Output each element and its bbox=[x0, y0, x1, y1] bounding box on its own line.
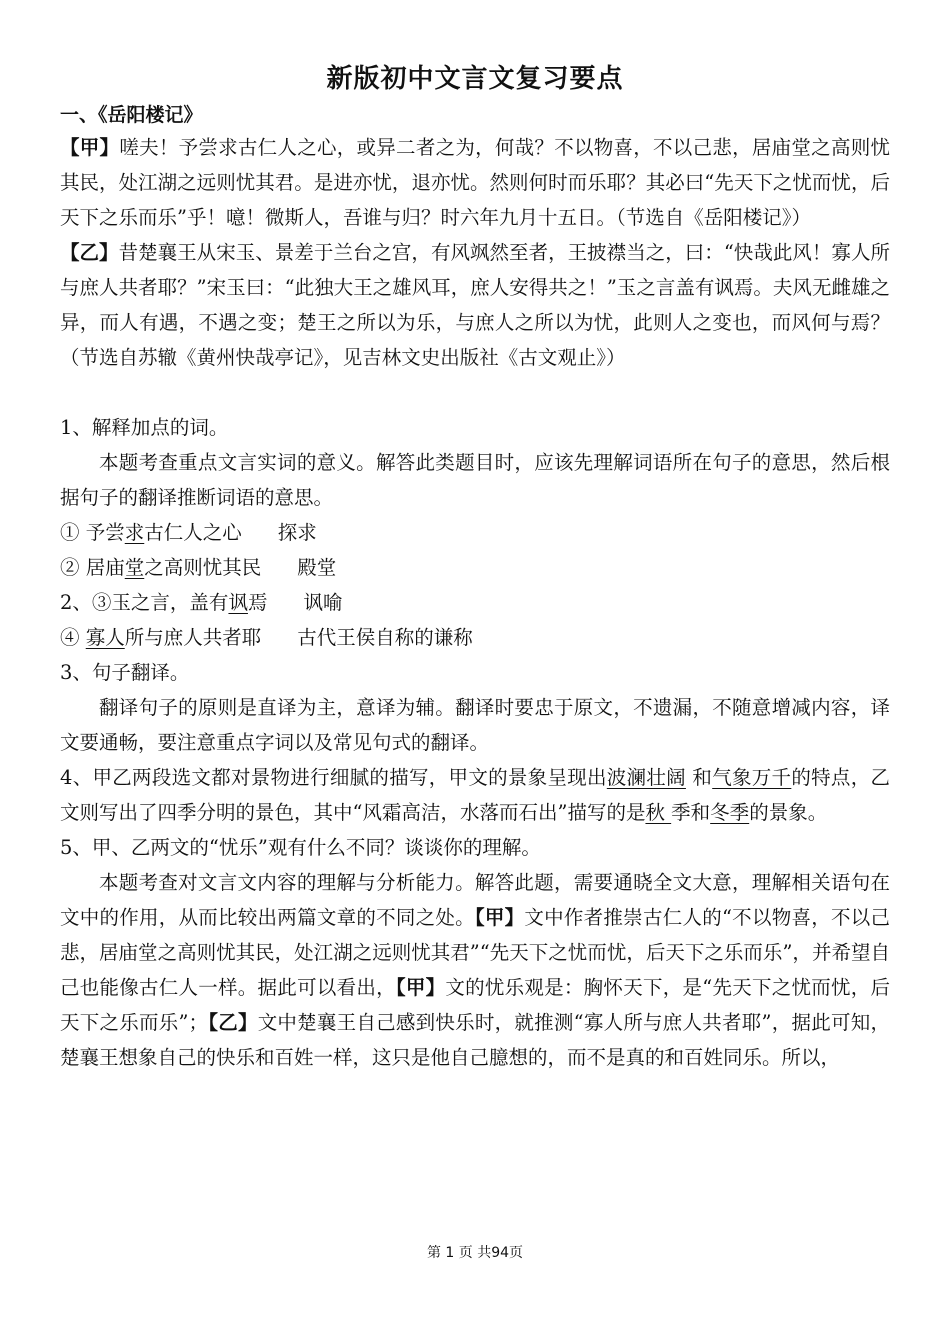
item-number: 2、③ bbox=[60, 591, 112, 614]
item-text-pre: 玉之言，盖有 bbox=[111, 591, 229, 614]
q1-item-4 bbox=[60, 620, 890, 655]
document-body bbox=[60, 130, 890, 1075]
q5-explanation bbox=[60, 865, 890, 1075]
item-text-post: 之高则忧其民 bbox=[144, 556, 262, 579]
q4-text-3: 的特点，乙文则写出了四季分明的景色，其中“风霜高洁，水落而石出”描写的是 bbox=[60, 766, 890, 824]
q5-marker-b: 【乙】 bbox=[207, 1011, 258, 1034]
q1-item-2 bbox=[60, 550, 890, 585]
item-text-post: 所与庶人共者耶 bbox=[124, 626, 262, 649]
q1-heading: 1、解释加点的词。 bbox=[60, 416, 229, 439]
passage-b bbox=[60, 235, 890, 375]
q5-marker-a2: 【甲】 bbox=[395, 976, 446, 999]
item-target-word: 堂 bbox=[124, 556, 145, 579]
item-number: ② bbox=[60, 556, 80, 579]
q3-explanation: 翻译句子的原则是直译为主，意译为辅。翻译时要忠于原文，不遗漏，不随意增减内容，译文要通畅，要注意重点字词以及常见句式的翻译。 bbox=[60, 696, 890, 754]
q5-text-3: 文的忧乐观是：胸怀天下，是“先天下之忧而忧，后天下之乐而乐”； bbox=[60, 976, 890, 1034]
page-footer: 第 1 页 共94页 bbox=[426, 1245, 524, 1261]
item-target-word: 讽 bbox=[228, 591, 248, 614]
q4-text-1: 4、甲乙两段选文都对景物进行细腻的描写，甲文的景象呈现出 bbox=[60, 766, 607, 789]
item-answer: 古代王侯自称的谦称 bbox=[297, 626, 473, 649]
section-heading: 一、《岳阳楼记》 bbox=[60, 104, 203, 126]
q5-text-4: 文中楚襄王自己感到快乐时，就推测“寡人所与庶人共者耶”，据此可知，楚襄王想象自己的快乐和百姓一样，这只是他自己臆想的，而不是真的和百姓同乐。所以， bbox=[60, 1011, 890, 1069]
item-answer: 殿堂 bbox=[297, 556, 337, 579]
q4-answer-3: 秋 bbox=[645, 801, 672, 824]
item-text-pre: 居庙 bbox=[85, 556, 125, 579]
passage-a-marker: 【甲】 bbox=[60, 136, 120, 159]
q4-answer-1: 波澜壮阔 bbox=[606, 766, 686, 789]
q1-explanation: 本题考查重点文言实词的意义。解答此类题目时，应该先理解词语所在句子的意思，然后根据句子的翻译推断词语的意思。 bbox=[60, 451, 890, 509]
passage-b-marker: 【乙】 bbox=[60, 241, 119, 264]
q4-answer-2: 气象万千 bbox=[712, 766, 792, 789]
q3-heading: 3、句子翻译。 bbox=[60, 661, 190, 684]
q5-heading: 5、甲、乙两文的“忧乐”观有什么不同？谈谈你的理解。 bbox=[60, 836, 541, 859]
item-target-word: 寡人 bbox=[85, 626, 125, 649]
q4-text-5: 的景象。 bbox=[749, 801, 828, 824]
passage-a-text: 嗟夫！予尝求古仁人之心，或异二者之为，何哉？不以物喜，不以己悲，居庙堂之高则忧其民，处江湖之远则忧其君。是进亦忧，退亦忧。然则何时而乐耶？其必曰“先天下之忧而忧，后天下之乐而乐”乎！噫！微斯人，吾谁与归？时六年九月十五日。（节选自《岳阳楼记》） bbox=[60, 136, 890, 229]
q5-text-2: 文中作者推崇古仁人的“不以物喜，不以己悲，居庙堂之高则忧其民，处江湖之远则忧其君”“先天下之忧而忧，后天下之乐而乐”，并希望自己也能像古仁人一样。据此可以看出， bbox=[60, 906, 890, 999]
q4-text-4: 季和 bbox=[671, 801, 711, 824]
blank-line bbox=[60, 375, 890, 410]
q4-answer-4: 冬季 bbox=[710, 801, 750, 824]
item-number: ④ bbox=[60, 626, 80, 649]
item-answer: 讽喻 bbox=[303, 591, 343, 614]
q1-item-1 bbox=[60, 515, 890, 550]
passage-b-text: 昔楚襄王从宋玉、景差于兰台之宫，有风飒然至者，王披襟当之，曰：“快哉此风！寡人所与庶人共者耶？”宋玉曰：“此独大王之雄风耳，庶人安得共之！”玉之言盖有讽焉。夫风无雌雄之异，而人有遇，不遇之变；楚王之所以为乐，与庶人之所以为忧，此则人之变也，而风何与焉？（节选自苏辙《黄州快哉亭记》，见吉林文史出版社《古文观止》） bbox=[60, 241, 890, 369]
page-title: 新版初中文言文复习要点 bbox=[326, 64, 624, 94]
q1-item-3 bbox=[60, 585, 890, 620]
item-text-post: 焉 bbox=[247, 591, 268, 614]
passage-a bbox=[60, 130, 890, 235]
q4-text-2: 和 bbox=[685, 766, 713, 789]
item-text-pre: 予尝 bbox=[85, 521, 125, 544]
q4-question bbox=[60, 760, 890, 830]
item-number: ① bbox=[60, 521, 80, 544]
item-answer: 探求 bbox=[277, 521, 317, 544]
q5-text-1: 本题考查对文言文内容的理解与分析能力。解答此题，需要通晓全文大意，理解相关语句在文中的作用，从而比较出两篇文章的不同之处。 bbox=[60, 871, 890, 929]
q5-marker-a: 【甲】 bbox=[474, 906, 525, 929]
item-text-post: 古仁人之心 bbox=[144, 521, 242, 544]
item-target-word: 求 bbox=[124, 521, 145, 544]
